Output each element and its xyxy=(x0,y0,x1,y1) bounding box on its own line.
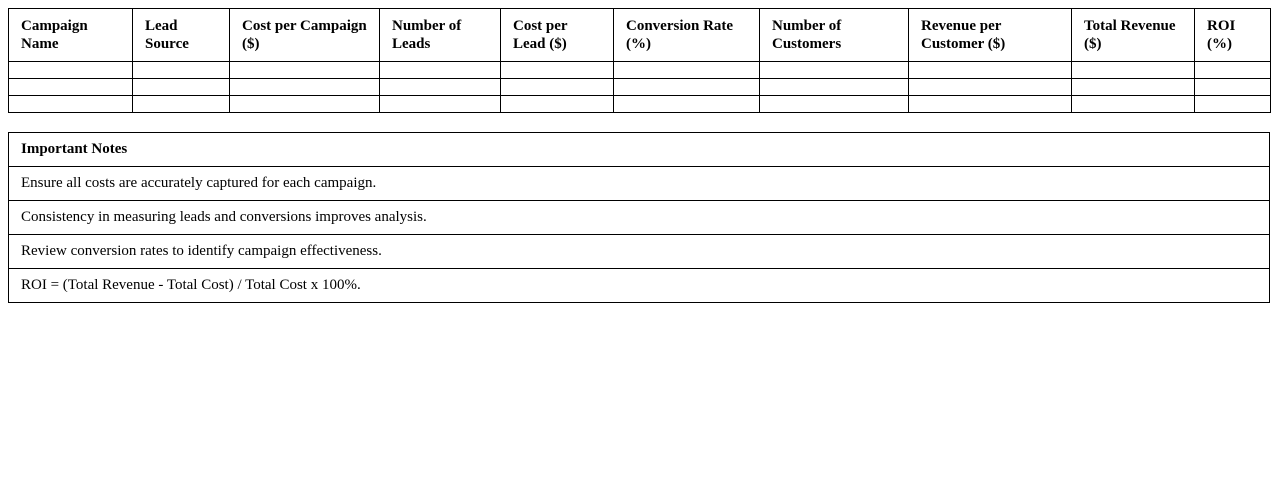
table-row xyxy=(9,62,1271,79)
header-cost-per-campaign: Cost per Campaign ($) xyxy=(230,9,380,62)
header-roi: ROI (%) xyxy=(1195,9,1271,62)
table-cell xyxy=(133,79,230,96)
document-body xyxy=(8,8,1270,303)
note-item: Consistency in measuring leads and conversions improves analysis. xyxy=(9,200,1269,234)
campaign-metrics-table xyxy=(8,8,1271,113)
note-item: ROI = (Total Revenue - Total Cost) / Total Cost x 100%. xyxy=(9,268,1269,302)
header-campaign-name: Campaign Name xyxy=(9,9,133,62)
table-row xyxy=(9,79,1271,96)
table-header xyxy=(9,9,1271,62)
important-notes-box xyxy=(8,132,1270,303)
table-cell xyxy=(9,96,133,113)
table-row xyxy=(9,96,1271,113)
note-item: Ensure all costs are accurately captured for each campaign. xyxy=(9,166,1269,200)
header-total-revenue: Total Revenue ($) xyxy=(1072,9,1195,62)
table-cell xyxy=(1195,79,1271,96)
table-cell xyxy=(760,79,909,96)
header-revenue-per-customer: Revenue per Customer ($) xyxy=(909,9,1072,62)
header-number-of-leads: Number of Leads xyxy=(380,9,501,62)
table-cell xyxy=(909,96,1072,113)
table-cell xyxy=(909,62,1072,79)
note-item: Review conversion rates to identify campaign effectiveness. xyxy=(9,234,1269,268)
header-row xyxy=(9,9,1271,62)
table-cell xyxy=(760,96,909,113)
table-cell xyxy=(1072,96,1195,113)
header-lead-source: Lead Source xyxy=(133,9,230,62)
table-cell xyxy=(909,79,1072,96)
table-cell xyxy=(1072,79,1195,96)
notes-heading: Important Notes xyxy=(21,141,128,157)
table-cell xyxy=(133,62,230,79)
table-cell xyxy=(230,79,380,96)
table-cell xyxy=(9,79,133,96)
table-cell xyxy=(133,96,230,113)
header-cost-per-lead: Cost per Lead ($) xyxy=(501,9,614,62)
table-cell xyxy=(501,96,614,113)
table-cell xyxy=(760,62,909,79)
header-number-of-customers: Number of Customers xyxy=(760,9,909,62)
table-cell xyxy=(501,62,614,79)
table-cell xyxy=(1195,96,1271,113)
table-cell xyxy=(501,79,614,96)
table-cell xyxy=(230,62,380,79)
table-cell xyxy=(614,96,760,113)
table-cell xyxy=(380,96,501,113)
table-cell xyxy=(614,62,760,79)
table-cell xyxy=(1195,62,1271,79)
table-cell xyxy=(1072,62,1195,79)
table-cell xyxy=(230,96,380,113)
table-cell xyxy=(380,79,501,96)
table-cell xyxy=(614,79,760,96)
table-cell xyxy=(9,62,133,79)
header-conversion-rate: Conversion Rate (%) xyxy=(614,9,760,62)
table-body xyxy=(9,62,1271,113)
table-cell xyxy=(380,62,501,79)
